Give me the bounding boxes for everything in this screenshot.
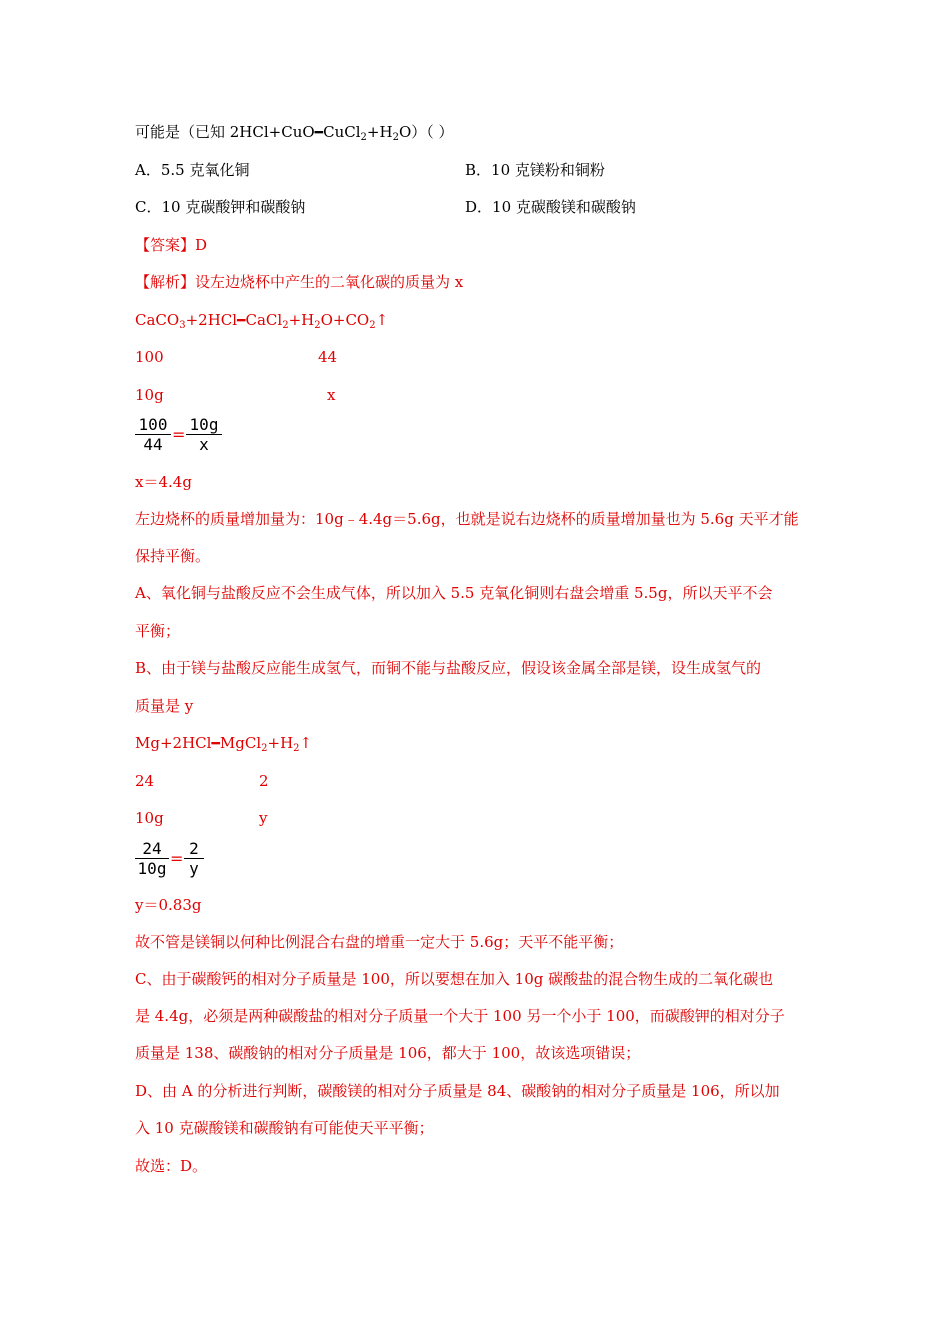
fraction-2-left: $\frac{24}{10g}$ [135,840,169,879]
option-d: D．10 克碳酸镁和碳酸钠 [465,198,636,216]
option-d-analysis-2: 入 10 克碳酸镁和碳酸钠有可能使天平平衡； [135,1119,434,1137]
y-result: y＝0.83g [135,896,202,914]
final-answer: 故选：D。 [135,1157,208,1175]
eq1-coef-left: 100 [135,348,164,366]
eq2-mass-right: y [259,809,268,827]
option-c-analysis-3: 质量是 138、碳酸钠的相对分子质量是 106，都大于 100，故该选项错误； [135,1044,641,1062]
eq1-mass-left: 10g [135,386,164,404]
option-c-analysis-1: C、由于碳酸钙的相对分子质量是 100，所以要想在加入 10g 碳酸盐的混合物生成的二氧化碳也 [135,970,774,988]
answer-line [135,235,207,255]
option-a-analysis-2: 平衡； [135,622,181,640]
option-b-conclusion: 故不管是镁铜以何种比例混合右盘的增重一定大于 5.6g；天平不能平衡； [135,933,624,951]
fraction-1-left: $\frac{100}{44}$ [135,416,171,455]
equation-caco3: $CaCO_3+2HCl━CaCl_2+H_2O+CO_2↑$ [135,311,389,331]
option-a: A．5.5 克氧化铜 [135,161,250,179]
eq2-mass-left: 10g [135,809,164,827]
analysis-label: 【解析】 [135,273,196,291]
option-c: C．10 克碳酸钾和碳酸钠 [135,198,306,216]
fraction-1-right: $\frac{10g}{x}$ [186,416,222,455]
eq1-mass-right: x [327,386,336,404]
option-c-analysis-2: 是 4.4g，必须是两种碳酸盐的相对分子质量一个大于 100 另一个小于 100，而碳酸钾的相对分子 [135,1007,785,1025]
eq2-coef-left: 24 [135,772,155,790]
fraction-1: $\frac{100}{44}$ = $\frac{10g}{x}$ [135,416,235,456]
x-result: x＝4.4g [135,473,192,491]
option-a-analysis-1: A、氧化铜与盐酸反应不会生成气体，所以加入 5.5 克氧化铜则右盘会增重 5.5g，所以天平不会 [135,584,773,602]
eq1-coef-right: 44 [318,348,338,366]
option-d-analysis-1: D、由 A 的分析进行判断，碳酸镁的相对分子质量是 84、碳酸钠的相对分子质量是 106，所以加 [135,1082,780,1100]
equation-mg: $Mg+2HCl━MgCl_2+H_2↑$ [135,734,313,754]
answer-value: D [195,236,208,254]
question-stem: 可能是（已知 $2HCl+CuO━CuCl_2+H_2O$）（ ） [135,123,454,143]
fraction-2: $\frac{24}{10g}$ = $\frac{2}{y}$ [135,840,215,880]
left-increase-line-1: 左边烧杯的质量增加量为：10g﹣4.4g＝5.6g，也就是说右边烧杯的质量增加量也为 5.6g 天平才能 [135,510,799,528]
answer-label: 【答案】 [135,236,196,254]
option-b: B．10 克镁粉和铜粉 [465,161,605,179]
fraction-2-right: $\frac{2}{y}$ [184,840,204,879]
option-b-analysis-1: B、由于镁与盐酸反应能生成氢气，而铜不能与盐酸反应，假设该金属全部是镁，设生成氢气的 [135,659,762,677]
left-increase-line-2: 保持平衡。 [135,547,211,565]
analysis-intro: 【解析】设左边烧杯中产生的二氧化碳的质量为 x [135,273,464,291]
eq2-coef-right: 2 [259,772,269,790]
option-b-analysis-2: 质量是 y [135,697,194,715]
